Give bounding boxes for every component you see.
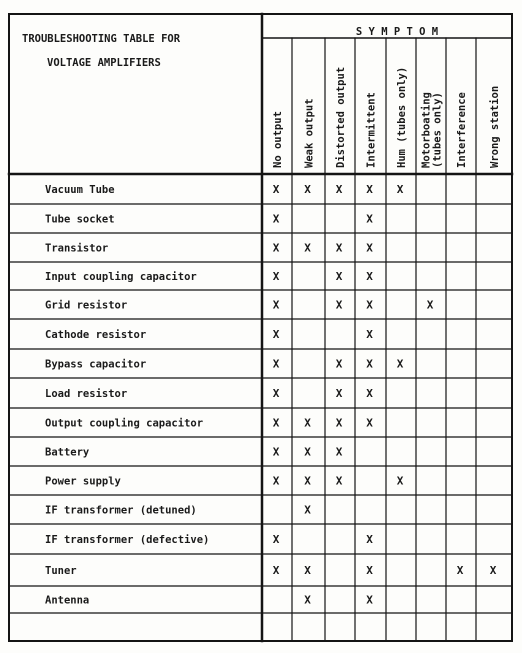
symptom-mark: X: [304, 416, 311, 430]
symptom-label-3: Distorted output: [335, 66, 347, 168]
symptom-mark: X: [335, 241, 343, 255]
symptom-mark: X: [272, 357, 280, 371]
symptom-mark: X: [366, 183, 373, 196]
symptom-mark: X: [272, 183, 280, 196]
symptom-label-2: Weak output: [303, 98, 316, 168]
symptom-mark: X: [366, 357, 373, 371]
symptom-header: S Y M P T O M: [355, 26, 439, 38]
component-name: Grid resistor: [45, 299, 128, 312]
symptom-label-1: No output: [272, 111, 284, 168]
component-name: Input coupling capacitor: [45, 271, 197, 283]
symptom-mark: X: [335, 183, 343, 196]
symptom-mark: X: [335, 357, 343, 371]
symptom-mark: X: [456, 564, 464, 577]
symptom-mark: X: [304, 564, 311, 577]
symptom-mark: X: [272, 474, 280, 488]
component-name: Power supply: [45, 475, 121, 488]
symptom-mark: X: [396, 474, 404, 488]
symptom-mark: X: [335, 416, 343, 430]
component-name: Output coupling capacitor: [45, 417, 204, 430]
symptom-mark: X: [366, 564, 373, 577]
component-name: Load resistor: [45, 388, 128, 400]
component-name: Tuner: [45, 565, 77, 577]
table-title-line-1: TROUBLESHOOTING TABLE FOR: [22, 33, 181, 45]
component-name: IF transformer (detuned): [45, 504, 197, 517]
symptom-mark: X: [335, 474, 343, 488]
symptom-mark: X: [366, 593, 373, 607]
component-name: Cathode resistor: [45, 329, 147, 341]
symptom-label-5: Hum (tubes only): [396, 66, 408, 168]
component-name: Bypass capacitor: [45, 358, 147, 371]
symptom-label-8: Wrong station: [489, 85, 501, 168]
symptom-mark: X: [304, 183, 311, 196]
component-name: Antenna: [45, 594, 90, 607]
symptom-mark: X: [304, 593, 311, 607]
symptom-mark: X: [304, 474, 311, 488]
component-name: IF transformer (defective): [45, 534, 210, 546]
symptom-mark: X: [272, 212, 280, 226]
symptom-mark: X: [396, 183, 404, 196]
symptom-mark: X: [272, 241, 280, 255]
symptom-mark: X: [272, 270, 280, 283]
symptom-label-4: Intermittent: [365, 92, 378, 168]
symptom-mark: X: [335, 270, 343, 283]
symptom-mark: X: [304, 241, 311, 255]
symptom-mark: X: [272, 445, 280, 459]
symptom-mark: X: [366, 298, 373, 312]
symptom-mark: X: [366, 212, 373, 226]
component-name: Vacuum Tube: [45, 184, 115, 196]
symptom-mark: X: [272, 416, 280, 430]
symptom-mark: X: [366, 416, 373, 430]
symptom-mark: X: [304, 445, 311, 459]
symptom-mark: X: [272, 328, 280, 341]
symptom-mark: X: [396, 357, 404, 371]
symptom-label-6: Motorboating: [420, 92, 433, 168]
symptom-mark: X: [272, 387, 280, 400]
symptom-mark: X: [426, 298, 434, 312]
component-name: Tube socket: [45, 213, 115, 226]
component-name: Battery: [45, 446, 90, 459]
symptom-mark: X: [335, 387, 343, 400]
symptom-mark: X: [304, 503, 311, 517]
symptom-mark: X: [366, 387, 373, 400]
symptom-mark: X: [272, 298, 280, 312]
symptom-mark: X: [366, 533, 373, 546]
symptom-mark: X: [366, 270, 373, 283]
component-name: Transistor: [45, 242, 109, 255]
symptom-label-6: (tubes only): [431, 92, 444, 168]
symptom-mark: X: [272, 533, 280, 546]
table-title-line-2: VOLTAGE AMPLIFIERS: [47, 57, 161, 69]
symptom-label-7: Interference: [456, 92, 468, 168]
symptom-mark: X: [335, 298, 343, 312]
symptom-mark: X: [366, 241, 373, 255]
symptom-mark: X: [272, 564, 280, 577]
symptom-mark: X: [335, 445, 343, 459]
symptom-mark: X: [366, 328, 373, 341]
symptom-mark: X: [489, 564, 497, 577]
